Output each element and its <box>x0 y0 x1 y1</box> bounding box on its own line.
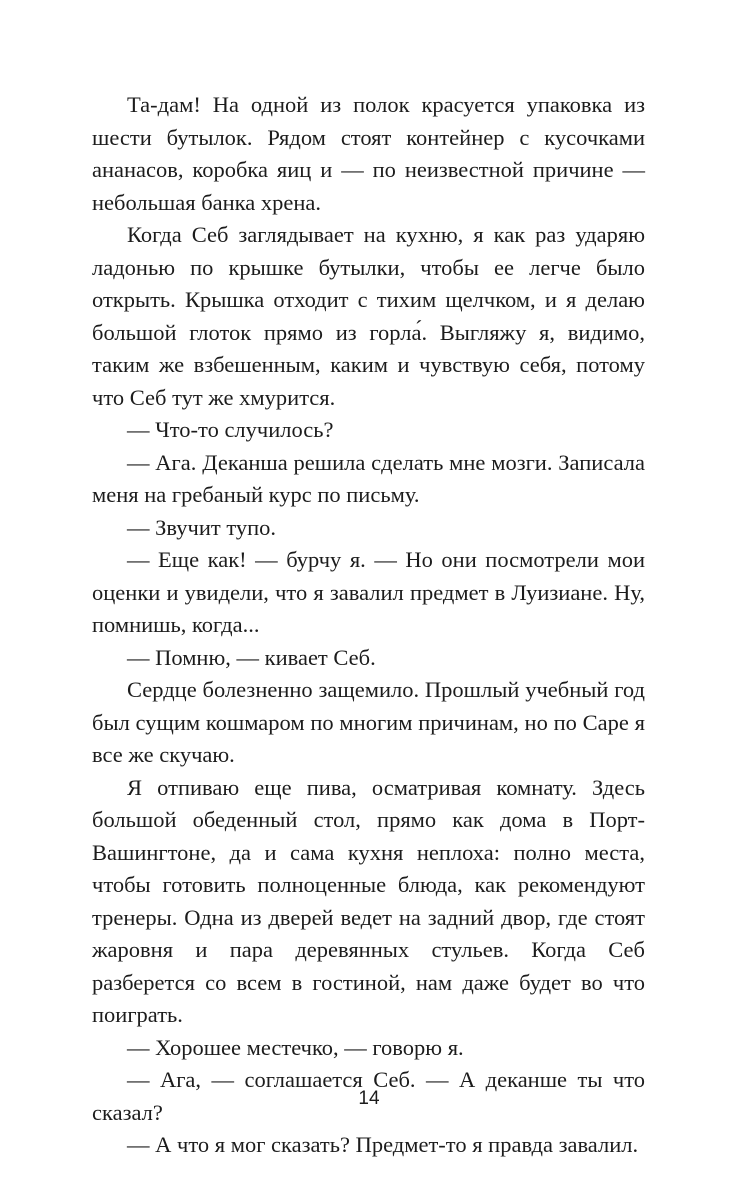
body-text <box>92 89 645 1162</box>
dialogue-line: — Помню, — кивает Себ. <box>127 644 376 670</box>
dialogue-line: — Ага, — соглашается Себ. — А деканше ты что сказал? <box>92 1067 645 1125</box>
dialogue-line: — Ага. Деканша решила сделать мне мозги. Записала меня на гребаный курс по письму. <box>92 449 645 507</box>
page-number: 14 <box>358 1088 380 1109</box>
dialogue-line: — Еще как! — бурчу я. — Но они посмотрели мои оценки и увидели, что я завалил предмет в Луизиане. Ну, помнишь, когда... <box>92 547 645 637</box>
paragraph: Сердце болезненно защемило. Прошлый учебный год был сущим кошмаром по многим причинам, но по Саре я все же скучаю. <box>92 677 645 767</box>
dialogue-line: — Что-то случилось? <box>127 417 334 442</box>
dialogue-line: — Звучит тупо. <box>127 514 277 540</box>
dialogue-line: — Хорошее местечко, — говорю я. <box>127 1034 464 1060</box>
dialogue-line: — А что я мог сказать? Предмет-то я правда завалил. <box>127 1132 639 1157</box>
paragraph: Та-дам! На одной из полок красуется упаковка из шести бутылок. Рядом стоят контейнер с кусочками ананасов, коробка яиц и — по неизвестной причине — небольшая банка хрена. <box>92 92 645 215</box>
paragraph: Я отпиваю еще пива, осматривая комнату. Здесь большой обеденный стол, прямо как дома в Порт-Вашингтоне, да и сама кухня неплоха: полно места, чтобы готовить полноценные блюда, как рекомендуют тренеры. Одна из дверей ведет на задний двор, где стоят жаровня и пара деревянных стульев. Когда Себ разберется со всем в гостиной, нам даже будет во что поиграть. <box>92 774 645 1027</box>
paragraph: Когда Себ заглядывает на кухню, я как раз ударяю ладонью по крышке бутылки, чтобы ее легче было открыть. Крышка отходит с тихим щелчком, и я делаю большой глоток прямо из горла́. Выгляжу я, видимо, таким же взбешенным, каким и чувствую себя, потому что Себ тут же хмурится. <box>92 222 645 410</box>
